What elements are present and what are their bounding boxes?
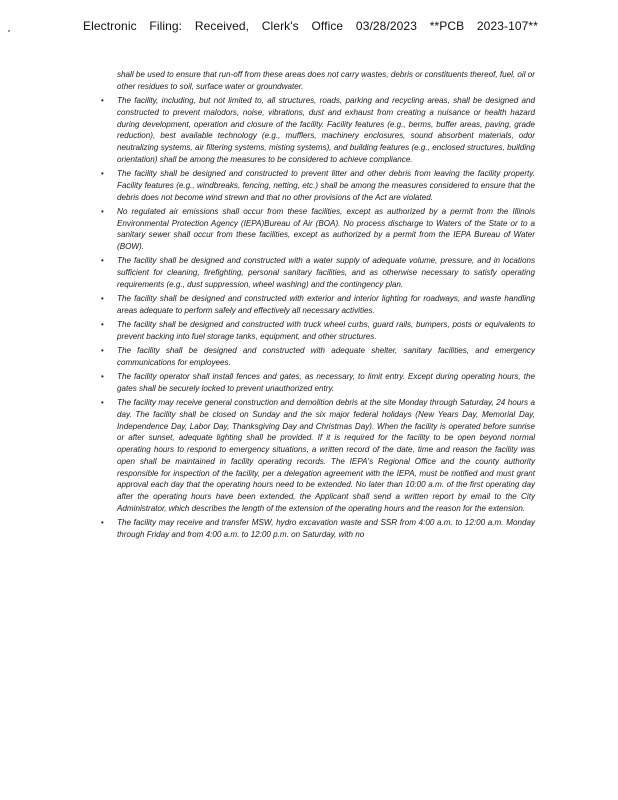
list-item bbox=[101, 345, 535, 369]
bullet-icon: • bbox=[101, 346, 104, 355]
bullet-icon: • bbox=[101, 206, 104, 216]
list-item bbox=[101, 168, 535, 203]
list-item-text: The facility shall be designed and constructed with truck wheel curbs, guard rails, bumpers, posts or equivalents to prevent backing into fuel storage tanks, equipment, and other structures. bbox=[117, 320, 535, 341]
header-pcb: **PCB bbox=[429, 19, 465, 33]
bullet-icon: • bbox=[101, 518, 104, 527]
header-word-filing: Filing: bbox=[149, 19, 183, 33]
list-item bbox=[101, 95, 535, 166]
list-item-text: The facility shall be designed and constructed to prevent litter and other debris from leaving the facility property. Facility features (e.g., windbreaks, fencing, netting, etc.) shall be among the measures considered to ensure that the debris does not become wind strewn and that no other provisions of the Act are violated. bbox=[117, 169, 535, 202]
list-item bbox=[101, 206, 535, 253]
continuation-paragraph: shall be used to ensure that run-off from these areas does not carry wastes, debris or constituents thereof, fuel, oil or other residues to soil, surface water or groundwater. bbox=[117, 70, 535, 91]
scan-speck bbox=[8, 30, 10, 32]
list-item-text: The facility may receive general construction and demolition debris at the site Monday through Saturday, 24 hours a day. The facility shall be closed on Sunday and the six major federal holidays (New Years Day, Memorial Day, Independence Day, Labor Day, Thanksgiving Day and Christmas Day). When the facility is operated before sunrise or after sunset, adequate lighting shall be provided. If it is required for the facility to be open beyond normal operating hours to respond to emergency situations, a written record of the date, time and reason the facility was open shall be maintained in facility operating records. The IEPA's Regional Office and the county authority responsible for inspection of the facility, per a delegation agreement with the IEPA, must be notified and must grant approval each day that the operating hours need to be extended. No later than 10:00 a.m. of the first operating day after the operating hours have been extended, the Applicant shall send a written report by email to the City Administrator, which describes the length of the extension of the operating hours and the reason for the extension. bbox=[117, 398, 535, 513]
bullet-icon: • bbox=[101, 320, 104, 329]
header-word-clerks: Clerk's bbox=[261, 19, 299, 33]
bullet-icon: • bbox=[101, 372, 104, 381]
list-item bbox=[101, 517, 535, 541]
list-item-text: The facility operator shall install fences and gates, as necessary, to limit entry. Except during operating hours, the gates shall be securely locked to prevent unauthorized entry. bbox=[117, 372, 535, 393]
list-item bbox=[101, 319, 535, 343]
list-item bbox=[101, 293, 535, 317]
list-item-text: The facility shall be designed and constructed with adequate shelter, sanitary facilities, and emergency communications for employees. bbox=[117, 346, 535, 367]
filing-stamp-header bbox=[83, 19, 538, 33]
list-item-text: The facility, including, but not limited to, all structures, roads, parking and recycling areas, shall be designed and constructed to prevent malodors, noise, vibrations, dust and exhaust from creating a nuisance or health hazard during development, operation and closure of the facility. Facility features (e.g., berms, buffer areas, paving, grade reduction), best available technology (e.g., mufflers, machinery enclosures, sound absorbent materials, odor neutralizing systems, air filtering systems, misting systems), and building features (e.g., enclosed structures, building orientation) shall be among the measures to be considered to achieve compliance. bbox=[117, 96, 535, 164]
list-item bbox=[101, 371, 535, 395]
list-item-text: The facility shall be designed and constructed with exterior and interior lighting for roadways, and waste handling areas adequate to perform safely and effectively all necessary activities. bbox=[117, 294, 535, 315]
bullet-icon: • bbox=[101, 398, 104, 407]
document-body bbox=[101, 69, 535, 543]
list-item bbox=[101, 397, 535, 515]
header-date: 03/28/2023 bbox=[355, 19, 417, 33]
bullet-icon: • bbox=[101, 96, 104, 105]
header-word-received: Received, bbox=[194, 19, 250, 33]
bullet-icon: • bbox=[101, 169, 104, 178]
list-item-text: The facility shall be designed and constructed with a water supply of adequate volume, pressure, and in locations sufficient for cleaning, firefighting, personal sanitary facilities, and as otherwise necessary to satisfy operating requirements (e.g., dust suppression, wheel washing) and the contingency plan. bbox=[117, 256, 535, 289]
list-item bbox=[101, 255, 535, 290]
header-word-electronic: Electronic bbox=[83, 19, 137, 33]
bullet-icon: • bbox=[101, 294, 104, 303]
list-item-text: No regulated air emissions shall occur from these facilities, except as authorized by a permit from the Illinois Environmental Protection Agency (IEPA)Bureau of Air (BOA). No process discharge to Waters of the State or to a sanitary sewer shall occur from these facilities, except as authorized by a permit from the IEPA Bureau of Water (BOW). bbox=[117, 206, 535, 251]
header-case-number: 2023-107** bbox=[476, 19, 538, 33]
list-item-text: The facility may receive and transfer MSW, hydro excavation waste and SSR from 4:00 a.m. to 12:00 a.m. Monday through Friday and from 4:00 a.m. to 12:00 p.m. on Saturday, with no bbox=[117, 518, 535, 539]
bullet-icon: • bbox=[101, 256, 104, 266]
header-word-office: Office bbox=[311, 19, 344, 33]
